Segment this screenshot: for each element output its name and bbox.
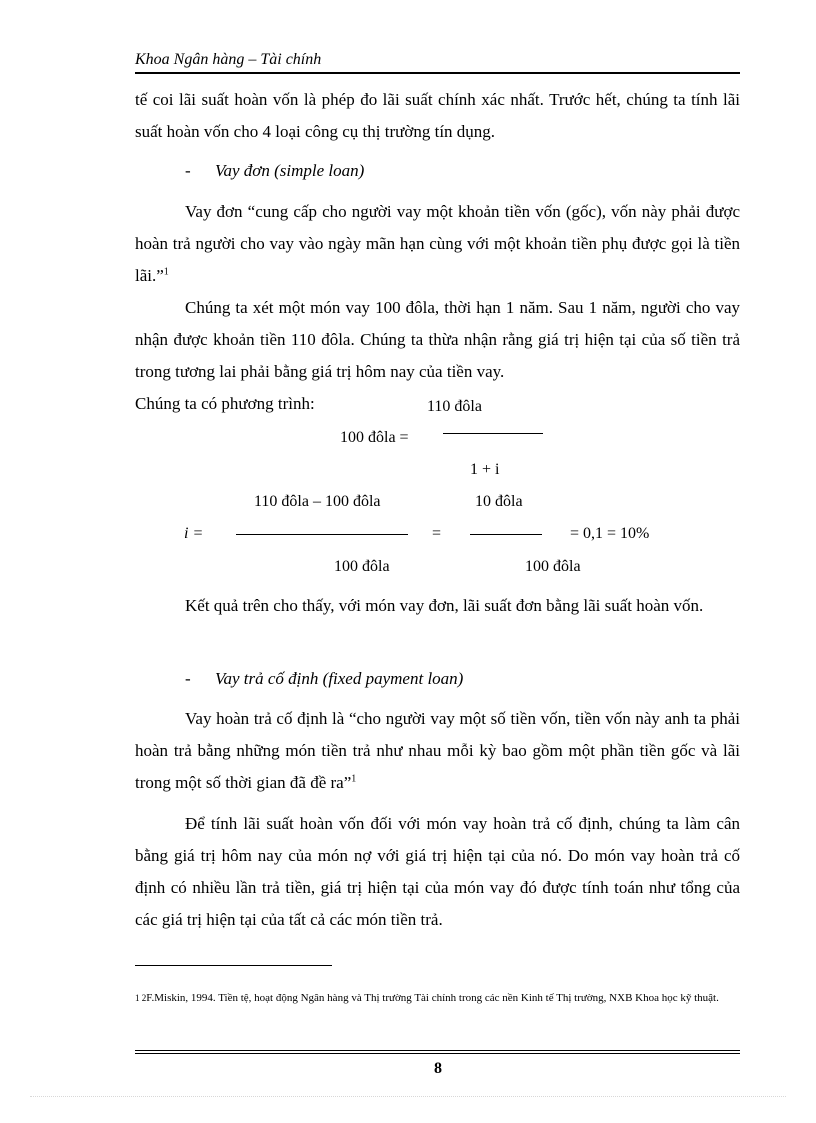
eq2-fraction-bar-1 bbox=[236, 534, 408, 535]
footnote-text: F.Miskin, 1994. Tiền tệ, hoạt động Ngân hàng và Thị trường Tài chính trong các nền Kinh tế Thị trường, NXB Khoa học kỹ thuật. bbox=[146, 992, 719, 1004]
page-boundary bbox=[30, 1096, 786, 1097]
bullet-fixed-payment-loan bbox=[185, 669, 463, 689]
eq1-fraction-bar bbox=[443, 433, 543, 434]
eq2-equals: = bbox=[432, 525, 442, 542]
paragraph-example: Chúng ta xét một món vay 100 đôla, thời hạn 1 năm. Sau 1 năm, người cho vay nhận được khoản tiền 110 đôla. Chúng ta thừa nhận rằng giá trị hiện tại của số tiền trả trong tương lai phải bằng giá trị hôm nay của tiền vay. bbox=[135, 298, 740, 381]
paragraph-fixed-loan-def bbox=[135, 703, 740, 799]
eq1-lhs: 100 đôla = bbox=[340, 429, 409, 446]
eq2-numerator-2: 10 đôla bbox=[475, 493, 523, 510]
footnote-separator bbox=[135, 965, 332, 966]
eq2-denominator-1: 100 đôla bbox=[334, 558, 390, 575]
eq2-denominator-2: 100 đôla bbox=[525, 558, 581, 575]
eq2-result: = 0,1 = 10% bbox=[570, 525, 650, 542]
eq2-fraction-bar-2 bbox=[470, 534, 542, 535]
paragraph-fixed-loan-calc: Để tính lãi suất hoàn vốn đối với món vay hoàn trả cố định, chúng ta làm cân bằng giá trị hôm nay của món nợ với giá trị hiện tại của nó. Do món vay hoàn trả cố định có nhiều lần trả tiền, giá trị hiện tại của món vay đó được tính toán như tổng của các giá trị hiện tại của tất cả các món tiền trả. bbox=[135, 814, 740, 929]
paragraph-text: Vay hoàn trả cố định là “cho người vay một số tiền vốn, tiền vốn này anh ta phải hoàn trả bằng những món tiền trả như nhau mỗi kỳ bao gồm một phần tiền gốc và lãi trong một số thời gian đã đề ra” bbox=[135, 709, 740, 792]
eq1-denominator: 1 + i bbox=[470, 461, 500, 478]
eq2-lhs: i = bbox=[184, 525, 204, 542]
footnote bbox=[135, 990, 740, 1007]
footnote-ref: 1 bbox=[351, 773, 357, 785]
bullet-label: Vay đơn (simple loan) bbox=[215, 161, 365, 180]
footnote-ref: 1 bbox=[163, 266, 169, 278]
bullet-simple-loan bbox=[185, 161, 364, 181]
bullet-dash: - bbox=[185, 669, 191, 688]
paragraph-simple-loan-def bbox=[135, 196, 740, 292]
paragraph-intro: tế coi lãi suất hoàn vốn là phép đo lãi suất chính xác nhất. Trước hết, chúng ta tính lãi suất hoàn vốn cho 4 loại công cụ thị trường tín dụng. bbox=[135, 90, 740, 141]
bullet-label: Vay trả cố định (fixed payment loan) bbox=[215, 669, 464, 688]
footer-rule-bottom bbox=[135, 1053, 740, 1054]
eq2-numerator-1: 110 đôla – 100 đôla bbox=[254, 493, 381, 510]
paragraph-equation-intro: Chúng ta có phương trình: bbox=[135, 394, 315, 413]
page-header: Khoa Ngân hàng – Tài chính bbox=[135, 51, 322, 68]
footer-rule-top bbox=[135, 1050, 740, 1051]
header-rule bbox=[135, 72, 740, 74]
paragraph-result: Kết quả trên cho thấy, với món vay đơn, lãi suất đơn bằng lãi suất hoàn vốn. bbox=[185, 596, 704, 615]
footnote-marker: 1 2 bbox=[135, 993, 147, 1003]
page-number: 8 bbox=[434, 1060, 442, 1077]
eq1-numerator: 110 đôla bbox=[427, 398, 482, 415]
paragraph-text: Vay đơn “cung cấp cho người vay một khoản tiền vốn (gốc), vốn này phải được hoàn trả người cho vay vào ngày mãn hạn cùng với một khoản tiền phụ được gọi là tiền lãi.” bbox=[135, 202, 740, 285]
bullet-dash: - bbox=[185, 161, 191, 180]
